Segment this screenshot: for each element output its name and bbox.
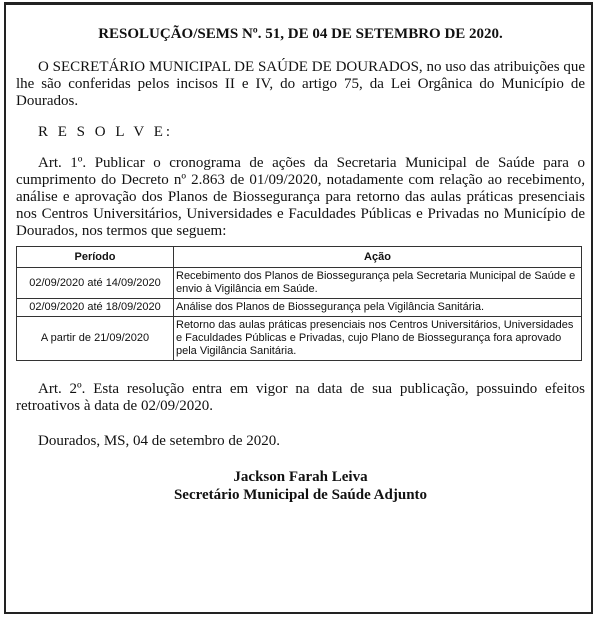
cell-acao: Recebimento dos Planos de Biossegurança pela Secretaria Municipal de Saúde e envio à Vigilância em Saúde. [174, 268, 582, 299]
cell-periodo: 02/09/2020 até 18/09/2020 [17, 299, 174, 317]
cell-periodo: 02/09/2020 até 14/09/2020 [17, 268, 174, 299]
place-date: Dourados, MS, 04 de setembro de 2020. [38, 433, 281, 449]
signature-block [16, 468, 585, 504]
signer-role: Secretário Municipal de Saúde Adjunto [173, 487, 428, 503]
table-header-row [17, 247, 582, 268]
table-row [17, 268, 582, 299]
table-row [17, 299, 582, 317]
table-row [17, 317, 582, 361]
resolve-heading: R E S O L V E: [38, 124, 174, 140]
schedule-table [16, 246, 582, 361]
cell-periodo: A partir de 21/09/2020 [17, 317, 174, 361]
header-acao: Ação [174, 247, 582, 268]
intro-paragraph: O SECRETÁRIO MUNICIPAL DE SAÚDE DE DOURADOS, no uso das atribuições que lhe são conferidas pelos incisos II e IV, do artigo 75, da Lei Orgânica do Município de Dourados. [16, 59, 585, 109]
cell-acao: Retorno das aulas práticas presenciais nos Centros Universitários, Universidades e Faculdades Públicas e Privadas, cujo Plano de Biossegurança fora aprovado pela Vigilância Sanitária. [174, 317, 582, 361]
signer-name: Jackson Farah Leiva [233, 469, 368, 485]
article-2: Art. 2º. Esta resolução entra em vigor na data de sua publicação, possuindo efeitos retroativos à data de 02/09/2020. [16, 381, 585, 414]
cell-acao: Análise dos Planos de Biossegurança pela Vigilância Sanitária. [174, 299, 582, 317]
resolution-document [16, 14, 585, 504]
document-title: RESOLUÇÃO/SEMS Nº. 51, DE 04 DE SETEMBRO DE 2020. [98, 26, 503, 42]
article-1: Art. 1º. Publicar o cronograma de ações da Secretaria Municipal de Saúde para o cumprimento do Decreto nº 2.863 de 01/09/2020, notadamente com relação ao recebimento, análise e aprovação dos Planos de Biossegurança para retorno das aulas práticas presenciais nos Centros Universitários, Universidades e Faculdades Públicas e Privadas no Município de Dourados, nos termos que seguem: [16, 155, 585, 239]
header-periodo: Período [17, 247, 174, 268]
